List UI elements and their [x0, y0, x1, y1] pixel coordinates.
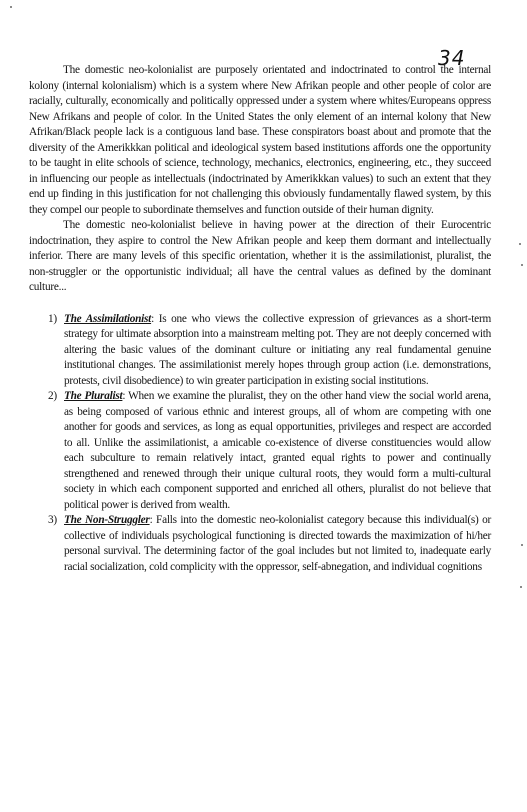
- document-body: [29, 63, 491, 575]
- list-item: [29, 312, 491, 390]
- list-item-term: The Assimilationist: [64, 312, 152, 325]
- list-item-term: The Non-Struggler: [64, 514, 150, 526]
- list-item-term: The Pluralist: [64, 390, 123, 402]
- list-item-text: : Falls into the domestic neo-kolonialist category because this individual(s) or collective of individuals psychological functioning is directed towards the maximization of hi/her personal survival. The determining factor of the goal includes but not limited to, inadequate early racial socialization, cold complicity with the oppressor, self-abnegation, and individual cognitions: [64, 514, 491, 573]
- list-item-number: 2): [48, 390, 57, 402]
- list-item: [29, 389, 491, 513]
- page-number: 34: [438, 46, 466, 70]
- scan-speck: [521, 544, 523, 546]
- body-paragraph: The domestic neo-kolonialist are purposely orientated and indoctrinated to control the internal kolony (internal kolonialism) which is a system where New Afrikan people and other people of color are racially, culturally, economically and politically oppressed under a system where whites/Europeans oppress New Afrikans and people of color. In the United States the only element of an internal kolony that New Afrikan/Black people lack is a contiguous land base. These conspirators boast about and promote that the diversity of the Amerikkkan political and ideological system based institutions affords one the opportunity to be taught in elite schools of science, technology, mechanics, electronics, engineering, etc., they succeed in influencing our people as intellectuals (indoctrinated by Amerikkkan values) to such an extent that they end up finding in this justification for not challenging this obviously fundamentally flawed system, by this they compel our people to subordinate themselves and function outside of their human dignity.: [29, 64, 491, 216]
- list-item: [29, 513, 491, 575]
- list-item-number: 3): [48, 514, 57, 526]
- scan-speck: [10, 6, 12, 8]
- scan-speck: [519, 243, 521, 245]
- numbered-list: [29, 312, 491, 576]
- scan-speck: [520, 586, 522, 588]
- body-paragraph: The domestic neo-kolonialist believe in having power at the direction of their Eurocentric indoctrination, they aspire to control the New Afrikan people and keep them dormant and intellectually inferior. There are many levels of this specific orientation, whether it is the assimilationist, pluralist, the non-struggler or the opportunistic individual; all have the central values as defined by the dominant culture...: [29, 219, 491, 293]
- scan-speck: [521, 264, 523, 266]
- list-item-text: : Is one who views the collective expression of grievances as a short-term strategy for ultimate absorption into a mainstream melting pot. They are not deeply concerned with altering the basic values of the dominant culture or initiating any real fundamental genuine institutional changes. The assimilationist merely hopes through group action (i.e. demonstrations, protests, civil disobedience) to win greater participation in existing social institutions.: [64, 312, 491, 387]
- list-item-text: : When we examine the pluralist, they on the other hand view the social world arena, as being composed of various ethnic and interest groups, all of whom are competing with one another for goods and services, as long as equal opportunities, privileges and respect are accorded to all. Unlike the assimilationist, a amicable co-existence of diverse constituencies would allow each subculture to remain relatively intact, granted equal rights to power and continually strengthened and renewed through their unique cultural roots, they would form a multi-cultural society in which each component supported and enriched all others, pluralist do not believe that political power is derived from wealth.: [64, 390, 491, 511]
- list-item-number: 1): [48, 312, 57, 325]
